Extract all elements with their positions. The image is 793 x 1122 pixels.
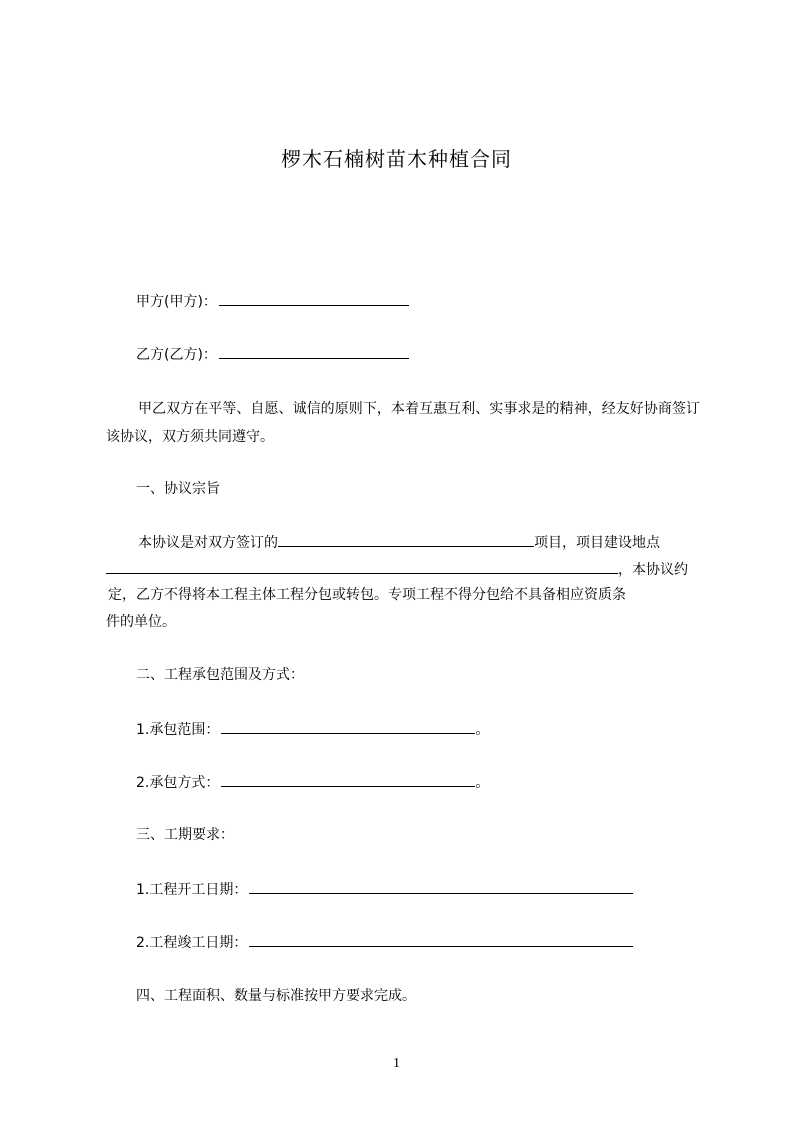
party-b-label: 乙方(乙方)： [136, 347, 217, 363]
start-date-blank[interactable] [249, 879, 633, 894]
method-end-mark: 。 [475, 775, 490, 791]
section3-heading: 三、工期要求： [136, 827, 234, 843]
project-name-blank[interactable] [278, 532, 534, 547]
section1-line1-start: 本协议是对双方签订的 [138, 535, 278, 551]
document-title: 椤木石楠树苗木种植合同 [281, 147, 512, 171]
end-date-line [136, 932, 633, 953]
section1-line2-end: ，本协议约 [618, 562, 688, 578]
scope-end-mark: 。 [475, 722, 490, 738]
section2-heading: 二、工程承包范围及方式： [136, 667, 304, 683]
section1-line2 [106, 559, 688, 580]
end-date-blank[interactable] [249, 932, 633, 947]
project-location-blank[interactable] [106, 559, 618, 574]
section1-line3: 定，乙方不得将本工程主体工程分包或转包。专项工程不得分包给不具备相应资质条 [108, 587, 626, 603]
party-a-line [136, 291, 409, 312]
section4-heading: 四、工程面积、数量与标准按甲方要求完成。 [136, 988, 416, 1004]
party-b-blank[interactable] [219, 344, 409, 359]
section1-line4: 件的单位。 [106, 614, 176, 630]
scope-label: 1.承包范围： [136, 722, 220, 738]
method-label: 2.承包方式： [136, 775, 220, 791]
end-date-label: 2.工程竣工日期： [136, 935, 248, 951]
party-a-blank[interactable] [219, 291, 409, 306]
party-b-line [136, 344, 409, 365]
start-date-label: 1.工程开工日期： [136, 882, 248, 898]
method-line [136, 772, 489, 793]
scope-line [136, 719, 489, 740]
preamble-paragraph: 甲乙双方在平等、自愿、诚信的原则下，本着互惠互利、实事求是的精神，经友好协商签订该协议，双方须共同遵守。 [106, 401, 700, 445]
method-blank[interactable] [221, 772, 475, 787]
start-date-line [136, 879, 633, 900]
section1-line1-end: 项目，项目建设地点 [534, 535, 660, 551]
page-number: 1 [393, 1056, 400, 1071]
scope-blank[interactable] [221, 719, 475, 734]
section1-heading: 一、协议宗旨 [136, 481, 220, 497]
section1-line1 [138, 532, 660, 553]
party-a-label: 甲方(甲方)： [136, 294, 217, 310]
